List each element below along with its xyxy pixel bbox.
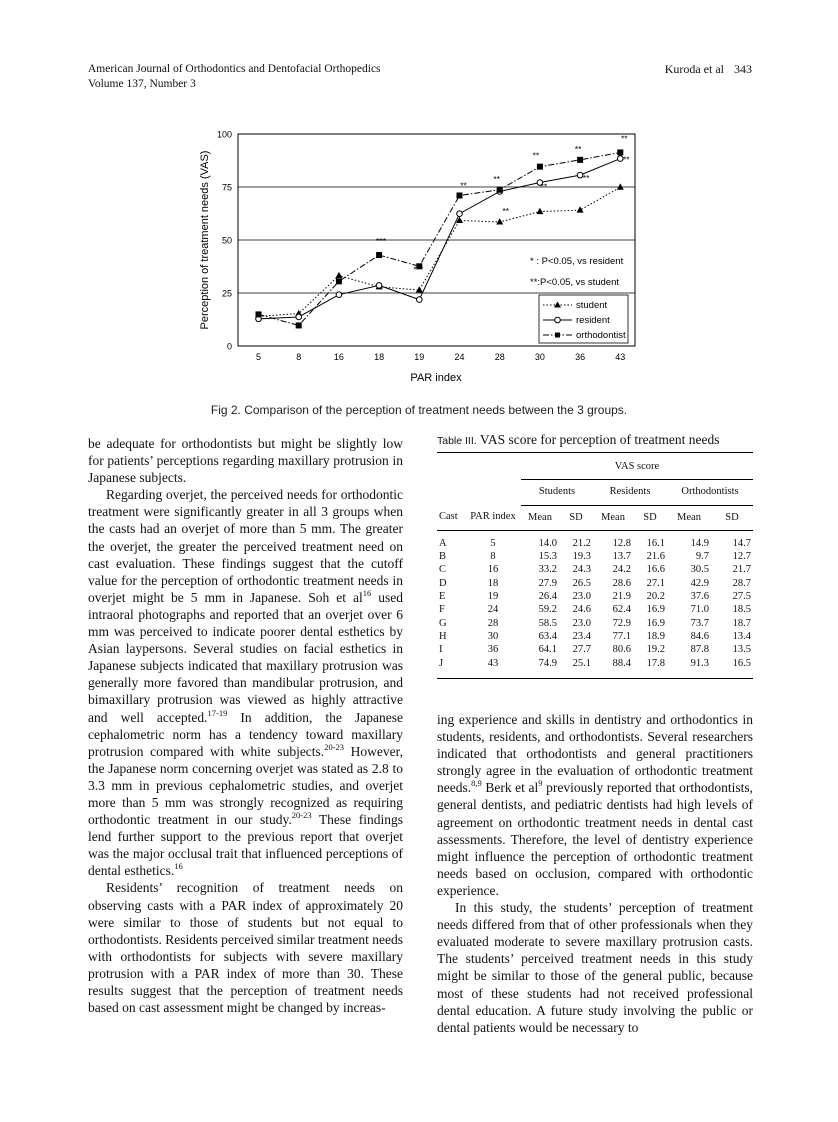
left-column xyxy=(88,435,403,1016)
table-cell: 23.0 xyxy=(572,617,591,629)
table-group-students: Students xyxy=(521,480,593,505)
table-group-header: VAS score xyxy=(521,453,753,480)
significance-marker: ** xyxy=(460,180,467,191)
table-row xyxy=(437,563,753,576)
legend-student: student xyxy=(576,300,608,311)
data-point-student xyxy=(577,206,584,212)
data-point-orthodontist xyxy=(497,187,503,193)
legend-orthodontist: orthodontist xyxy=(576,330,626,341)
table-cell: 58.5 xyxy=(538,617,557,629)
journal-volume: Volume 137, Number 3 xyxy=(88,78,196,90)
table-cell: 43 xyxy=(465,657,521,679)
table-cell: 62.4 xyxy=(612,604,631,616)
running-header-right xyxy=(655,62,752,77)
table-col-header: Mean xyxy=(528,511,552,523)
table-cell: 13.7 xyxy=(612,551,631,563)
x-tick-label: 18 xyxy=(374,352,385,362)
table-cell: 14.7 xyxy=(732,537,751,549)
table-cell: 36 xyxy=(487,644,499,656)
data-point-orthodontist xyxy=(336,278,342,284)
table-cell: 27.9 xyxy=(538,577,557,589)
table-cell: 18 xyxy=(487,577,499,589)
table-row xyxy=(437,643,753,656)
table-col-header: SD xyxy=(643,511,657,523)
citation: 9 xyxy=(538,778,543,789)
right-column xyxy=(437,711,753,1036)
table-cell: 37.6 xyxy=(690,591,709,603)
page-number: 343 xyxy=(734,62,752,76)
table-cell: 12.8 xyxy=(612,537,631,549)
left-paragraph-2: Regarding overjet, the perceived needs for orthodontic treatment were significantly greater in all 3 groups when the casts had an overjet of more than 5 mm. The greater the overjet, the greater the perceived treatment need on cast evaluation. These findings suggest that the cutoff value for the perception of orthodontic treatment needs in overjet might be 5 mm in Japanese. Soh et $al^{16}$ used intraoral photographs and reported that an overjet over 6 mm was perceived to indicate poorer dental esthetics by Asian laypersons. Several studies on facial esthetics in Japanese subjects indicated that maxillary protrusion was generally more favored than mandibular protrusion, and bimaxillary protrusion was viewed as highly attractive and well accepted.$^{17-19}$ In addition, the Japanese cephalometric norm has a tendency toward maxillary protrusion compared with white subjects.$^{20-23}$ However, the Japanese norm concerning overjet was stated as 2.8 to 3.3 mm in previous cephalometric studies, and overjet more than 5 mm was strongly recognized as requiring orthodontic treatment in our study.$^{20-23}$ These findings lend further support to the previous report that overjet was the major occlusal trait that influenced perceptions of dental esthetics.$^{16}$ xyxy=(88,487,404,879)
data-point-resident xyxy=(376,283,382,289)
citation: 20-23 xyxy=(324,741,345,752)
running-header-left xyxy=(88,62,381,92)
table-cell: 30 xyxy=(487,630,499,642)
table-cell: 14.9 xyxy=(690,537,709,549)
table-cell: 27.5 xyxy=(732,591,751,603)
significance-marker: *** xyxy=(413,264,424,275)
x-axis-label: PAR index xyxy=(410,372,462,384)
y-tick-label: 100 xyxy=(216,129,232,140)
table-title-text: VAS score for perception of treatment needs xyxy=(479,432,720,447)
data-point-orthodontist xyxy=(577,157,583,163)
data-point-student xyxy=(496,218,503,224)
table-cell: 59.2 xyxy=(538,604,557,616)
table-cell: 24 xyxy=(487,604,499,616)
table-cell: 5 xyxy=(490,537,496,549)
citation: 16 xyxy=(174,861,183,872)
significance-marker: ** xyxy=(493,173,501,184)
citation: 16 xyxy=(362,587,372,598)
data-point-student xyxy=(335,272,342,278)
table-cell: G xyxy=(439,617,447,629)
table-cell: 26.5 xyxy=(572,577,591,589)
table-cell: 21.6 xyxy=(646,551,665,563)
journal-name: American Journal of Orthodontics and Dentofacial Orthopedics xyxy=(88,63,381,75)
table-cell: 16.5 xyxy=(711,657,753,679)
x-tick-label: 19 xyxy=(414,352,425,362)
x-tick-label: 24 xyxy=(454,352,465,362)
x-tick-label: 5 xyxy=(255,352,262,362)
table-col-header: Mean xyxy=(601,511,625,523)
table-cell: 28 xyxy=(487,617,499,629)
table-row xyxy=(437,590,753,603)
table-cell: 26.4 xyxy=(538,591,557,603)
chart-legend xyxy=(539,295,628,343)
header-authors: Kuroda et al xyxy=(664,62,724,76)
data-point-resident xyxy=(417,297,423,303)
significance-marker: ** xyxy=(622,154,630,165)
data-point-orthodontist xyxy=(537,164,543,170)
table-cell: 17.8 xyxy=(633,657,667,679)
table-cell: 23.0 xyxy=(572,591,591,603)
table-cell: 74.9 xyxy=(521,657,559,679)
significance-annotations xyxy=(376,133,630,274)
table-cell: 27.1 xyxy=(646,577,665,589)
table-cell: 13.4 xyxy=(732,630,751,642)
table-cell: 24.6 xyxy=(572,604,591,616)
data-point-student xyxy=(617,183,624,189)
square-marker-icon xyxy=(555,333,560,338)
x-tick-label: 43 xyxy=(615,352,626,362)
table-cell: C xyxy=(439,564,447,576)
significance-marker: ** xyxy=(502,205,510,216)
table-cell: I xyxy=(439,644,443,656)
circle-marker-icon xyxy=(555,317,561,323)
table-label: Table III. xyxy=(437,435,477,447)
significance-marker: ** xyxy=(582,173,590,184)
table-cell: 71.0 xyxy=(690,604,709,616)
left-paragraph-1: be adequate for orthodontists but might be slightly low for patients’ perceptions regarding maxillary protrusion in Japanese subjects. xyxy=(88,436,403,486)
table-cell: 16.1 xyxy=(646,537,665,549)
x-tick-label: 30 xyxy=(534,352,545,362)
table-cell: 84.6 xyxy=(690,630,709,642)
significance-marker: ** xyxy=(540,181,548,192)
table-group-residents: Residents xyxy=(593,480,667,505)
table-cell: 21.9 xyxy=(612,591,631,603)
table-cell: D xyxy=(439,577,447,589)
left-paragraph-3: Residents’ recognition of treatment needs on observing casts with a PAR index of approximately 20 were similar to those of students but not equal to orthodontists. Residents perceived similar treatment needs with orthodontists for subjects with severe maxillary protrusion with a PAR index of more than 30. These results suggest that the perception of treatment needs based on cast assessment might be changed by increas- xyxy=(88,880,403,1016)
table-cell: 24.3 xyxy=(572,564,591,576)
table-cell: 63.4 xyxy=(538,630,557,642)
right-paragraph-1: ing experience and skills in dentistry and orthodontics in students, residents, and orthodontists. Several researchers indicated that orthodontists and general practitioners strongly agree in the evaluation of orthodontic treatment needs.$^{8,9}$ Berk et $al^9$ previously reported that orthodontists, general dentists, and pediatric dentists had high levels of agreement on orthodontic treatment needs in dental cast assessments. Therefore, the level of dentistry experience might influence the perception of orthodontic treatment needs based on occlusion, compared with orthodontic experience. xyxy=(437,712,753,898)
table-row xyxy=(437,603,753,616)
table-row xyxy=(437,630,753,643)
significance-marker: ** xyxy=(620,133,628,144)
table-cell: 16 xyxy=(487,564,499,576)
table-cell: B xyxy=(439,551,447,563)
figure-caption: Fig 2. Comparison of the perception of treatment needs between the 3 groups. xyxy=(210,403,628,417)
table-col-header: PAR index xyxy=(470,511,516,523)
table-row xyxy=(437,530,753,550)
x-tick-label: 36 xyxy=(575,352,586,362)
table-cell: 27.7 xyxy=(572,644,591,656)
table-col-header: SD xyxy=(725,511,739,523)
y-tick-label: 0 xyxy=(226,341,232,352)
table-cell: 28.6 xyxy=(612,577,631,589)
table-cell: 25.1 xyxy=(559,657,593,679)
significance-marker: *** xyxy=(376,236,387,247)
data-point-resident xyxy=(336,292,342,298)
table-cell: 80.6 xyxy=(612,644,631,656)
table-cell: J xyxy=(437,657,465,679)
table-body xyxy=(437,530,753,678)
table-cell: 19.2 xyxy=(646,644,665,656)
table-cell: 16.9 xyxy=(646,617,665,629)
table-cell: 8 xyxy=(490,551,496,563)
table-cell: 64.1 xyxy=(538,644,557,656)
table-cell: 23.4 xyxy=(572,630,591,642)
y-tick-label: 50 xyxy=(221,235,232,246)
table-cell: 72.9 xyxy=(612,617,631,629)
table-title xyxy=(437,432,753,448)
citation: 8,9 xyxy=(471,778,482,789)
data-point-orthodontist xyxy=(457,192,463,198)
table-cell: 19 xyxy=(487,591,499,603)
table-cell: E xyxy=(439,591,446,603)
table-cell: 13.5 xyxy=(732,644,751,656)
table-cell: 87.8 xyxy=(690,644,709,656)
table-cell: 33.2 xyxy=(538,564,557,576)
table-cell: 18.5 xyxy=(732,604,751,616)
data-point-resident xyxy=(296,314,302,320)
x-axis-ticks xyxy=(256,352,625,362)
table-cell: 19.3 xyxy=(572,551,591,563)
table-cell: 21.7 xyxy=(732,564,751,576)
data-point-student xyxy=(536,208,543,214)
table-cell: 9.7 xyxy=(695,551,709,563)
table-cell: 77.1 xyxy=(612,630,631,642)
data-point-orthodontist xyxy=(256,311,262,317)
note-resident: * : P<0.05, vs resident xyxy=(530,256,624,267)
x-tick-label: 16 xyxy=(333,352,344,362)
table-cell: 16.9 xyxy=(646,604,665,616)
citation: 20-23 xyxy=(291,810,312,821)
table-col-header: SD xyxy=(569,511,583,523)
right-paragraph-2: In this study, the students’ perception of treatment needs differed from that of other professionals when they evaluated moderate to severe maxillary protrusion casts. The students’ perceived treatment needs in this study might be similar to those of the general public, because most of these students had not received professional dental education. A future study involving the public or dental patients would be necessary to xyxy=(437,900,753,1035)
significance-marker: ** xyxy=(532,150,540,161)
table-cell: 91.3 xyxy=(667,657,711,679)
x-tick-label: 8 xyxy=(296,352,302,362)
table-group-orthodontists: Orthodontists xyxy=(667,480,753,505)
y-axis-ticks xyxy=(217,130,232,352)
table-cell: 18.7 xyxy=(732,617,751,629)
x-tick-label: 28 xyxy=(494,352,505,362)
table-row xyxy=(437,657,753,679)
table-cell: F xyxy=(439,604,445,616)
table-cell: 88.4 xyxy=(593,657,633,679)
table-col-header: Cast xyxy=(439,511,458,523)
line-chart xyxy=(190,125,650,390)
table-cell: 16.6 xyxy=(646,564,665,576)
table-cell: A xyxy=(439,537,447,549)
legend-resident: resident xyxy=(576,315,610,326)
data-point-orthodontist xyxy=(376,252,382,258)
data-point-resident xyxy=(457,211,463,217)
table-cell: 18.9 xyxy=(646,630,665,642)
table-cell: 30.5 xyxy=(690,564,709,576)
table-cell: 73.7 xyxy=(690,617,709,629)
note-student: **:P<0.05, vs student xyxy=(530,277,619,288)
table-col-header: Mean xyxy=(677,511,701,523)
table-cell: 15.3 xyxy=(538,551,557,563)
table-cell: 14.0 xyxy=(538,537,557,549)
table-row xyxy=(437,550,753,563)
table-row xyxy=(437,617,753,630)
citation: 17-19 xyxy=(207,707,228,718)
table-cell: 28.7 xyxy=(732,577,751,589)
significance-marker: ** xyxy=(574,143,582,154)
table-row xyxy=(437,577,753,590)
y-tick-label: 25 xyxy=(221,288,232,299)
y-tick-label: 75 xyxy=(221,182,232,193)
table-cell: H xyxy=(439,630,447,642)
table-cell: 21.2 xyxy=(572,537,591,549)
table-cell: 12.7 xyxy=(732,551,751,563)
y-axis-label: Perception of treatment needs (VAS) xyxy=(199,150,211,330)
table-cell: 24.2 xyxy=(612,564,631,576)
vas-score-table xyxy=(437,452,753,679)
data-point-orthodontist xyxy=(296,322,302,328)
table-cell: 20.2 xyxy=(646,591,665,603)
table-cell: 42.9 xyxy=(690,577,709,589)
